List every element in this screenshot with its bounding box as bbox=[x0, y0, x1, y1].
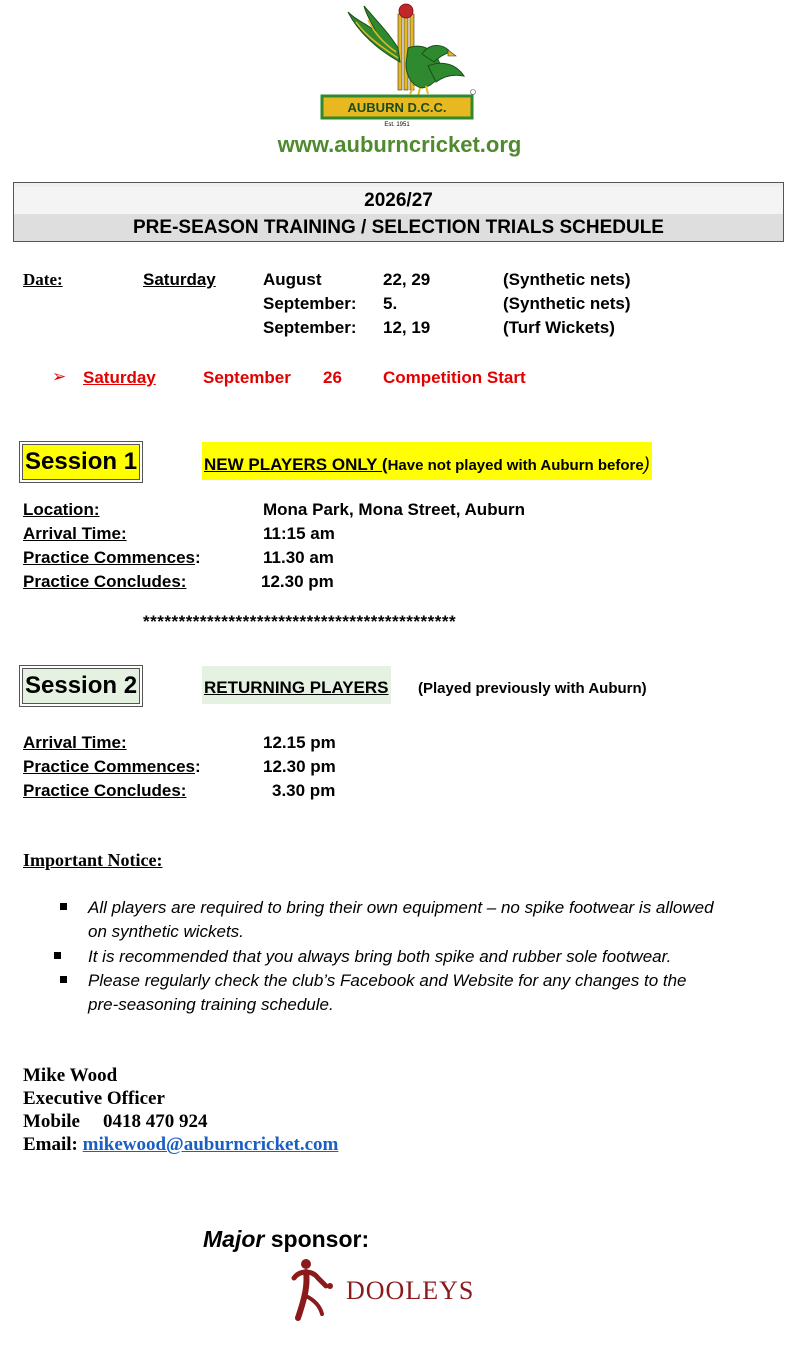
sponsor-label-rest: sponsor: bbox=[264, 1226, 370, 1252]
practice-commences-label: Practice Commences bbox=[23, 548, 195, 567]
competition-month: September bbox=[203, 368, 291, 387]
schedule-month: September: bbox=[263, 318, 357, 337]
title-box bbox=[13, 182, 784, 242]
season-title: 2026/27 bbox=[14, 187, 783, 214]
practice-commences-colon: : bbox=[194, 757, 201, 776]
auburn-dcc-logo bbox=[318, 2, 480, 130]
session-1-heading bbox=[202, 442, 652, 480]
competition-day: Saturday bbox=[83, 368, 156, 387]
notice-item: It is recommended that you always bring both spike and rubber sole footwear. bbox=[88, 947, 672, 966]
arrival-time-value: 12.15 pm bbox=[263, 733, 336, 752]
practice-commences-row bbox=[23, 548, 201, 568]
session-1-subtitle: Have not played with Auburn before bbox=[387, 457, 644, 474]
schedule-dates: 12, 19 bbox=[383, 318, 431, 337]
sponsor-label bbox=[203, 1226, 369, 1253]
logo-text: AUBURN D.C.C. bbox=[347, 100, 447, 115]
logo-est: Est. 1951 bbox=[384, 122, 410, 128]
competition-label: Competition Start bbox=[383, 368, 526, 387]
practice-commences-label: Practice Commences bbox=[23, 757, 195, 776]
schedule-note: (Turf Wickets) bbox=[503, 318, 615, 337]
notice-item: Please regularly check the club’s Facebook and Website for any changes to the bbox=[88, 971, 687, 990]
schedule-month: September: bbox=[263, 294, 357, 313]
session-2-heading bbox=[202, 666, 391, 704]
contact-name: Mike Wood bbox=[23, 1065, 118, 1086]
session-1-label: Session 1 bbox=[22, 444, 140, 480]
contact-mobile[interactable]: 0418 470 924 bbox=[103, 1111, 208, 1132]
practice-commences-colon: : bbox=[194, 548, 201, 567]
notice-item: All players are required to bring their own equipment – no spike footwear is allowed bbox=[88, 898, 714, 917]
location-label: Location: bbox=[23, 500, 100, 519]
schedule-dates: 5. bbox=[383, 294, 398, 313]
session-2-title: RETURNING PLAYERS bbox=[204, 678, 389, 697]
competition-date: 26 bbox=[323, 368, 342, 387]
notice-item-cont: on synthetic wickets. bbox=[88, 922, 244, 941]
sponsor-label-italic: Major bbox=[203, 1226, 265, 1252]
location-value: Mona Park, Mona Street, Auburn bbox=[263, 500, 525, 519]
bullet-icon bbox=[54, 952, 61, 959]
website-url[interactable]: www.auburncricket.org bbox=[277, 132, 522, 157]
practice-concludes-label: Practice Concludes: bbox=[23, 572, 187, 591]
session-2-subtitle: (Played previously with Auburn) bbox=[418, 680, 647, 697]
session-2-label: Session 2 bbox=[22, 668, 140, 704]
schedule-day: Saturday bbox=[143, 270, 216, 289]
practice-commences-value: 11.30 am bbox=[263, 548, 334, 567]
notice-item-cont: pre-seasoning training schedule. bbox=[88, 995, 334, 1014]
contact-mobile-label: Mobile bbox=[23, 1111, 80, 1132]
dooleys-name: DOOLEYS bbox=[346, 1276, 475, 1305]
arrival-time-label: Arrival Time: bbox=[23, 524, 127, 543]
practice-commences-value: 12.30 pm bbox=[263, 757, 336, 776]
dooleys-sponsor-logo bbox=[290, 1256, 510, 1326]
separator-stars: ******************************************** bbox=[143, 612, 457, 631]
practice-concludes-value: 12.30 pm bbox=[261, 572, 334, 591]
schedule-month: August bbox=[263, 270, 322, 289]
schedule-note: (Synthetic nets) bbox=[503, 270, 631, 289]
email-link[interactable]: mikewood@auburncricket.com bbox=[82, 1134, 339, 1155]
contact-email-label: Email: bbox=[23, 1134, 78, 1155]
session-1-title: NEW PLAYERS ONLY ( bbox=[204, 455, 388, 474]
contact-email-row bbox=[23, 1134, 338, 1156]
arrival-time-label: Arrival Time: bbox=[23, 733, 127, 752]
schedule-dates: 22, 29 bbox=[383, 270, 431, 289]
bullet-icon bbox=[60, 903, 67, 910]
arrow-bullet-icon: ➢ bbox=[52, 367, 67, 386]
practice-commences-row bbox=[23, 757, 201, 777]
contact-role: Executive Officer bbox=[23, 1088, 165, 1109]
arrival-time-value: 11:15 am bbox=[263, 524, 335, 543]
schedule-heading: PRE-SEASON TRAINING / SELECTION TRIALS SCHEDULE bbox=[14, 214, 783, 241]
practice-concludes-value: 3.30 pm bbox=[272, 781, 336, 800]
practice-concludes-label: Practice Concludes: bbox=[23, 781, 187, 800]
schedule-note: (Synthetic nets) bbox=[503, 294, 631, 313]
date-label: Date: bbox=[23, 270, 63, 289]
notice-title: Important Notice: bbox=[23, 850, 163, 870]
session-1-close: ) bbox=[643, 454, 650, 474]
bullet-icon bbox=[60, 976, 67, 983]
